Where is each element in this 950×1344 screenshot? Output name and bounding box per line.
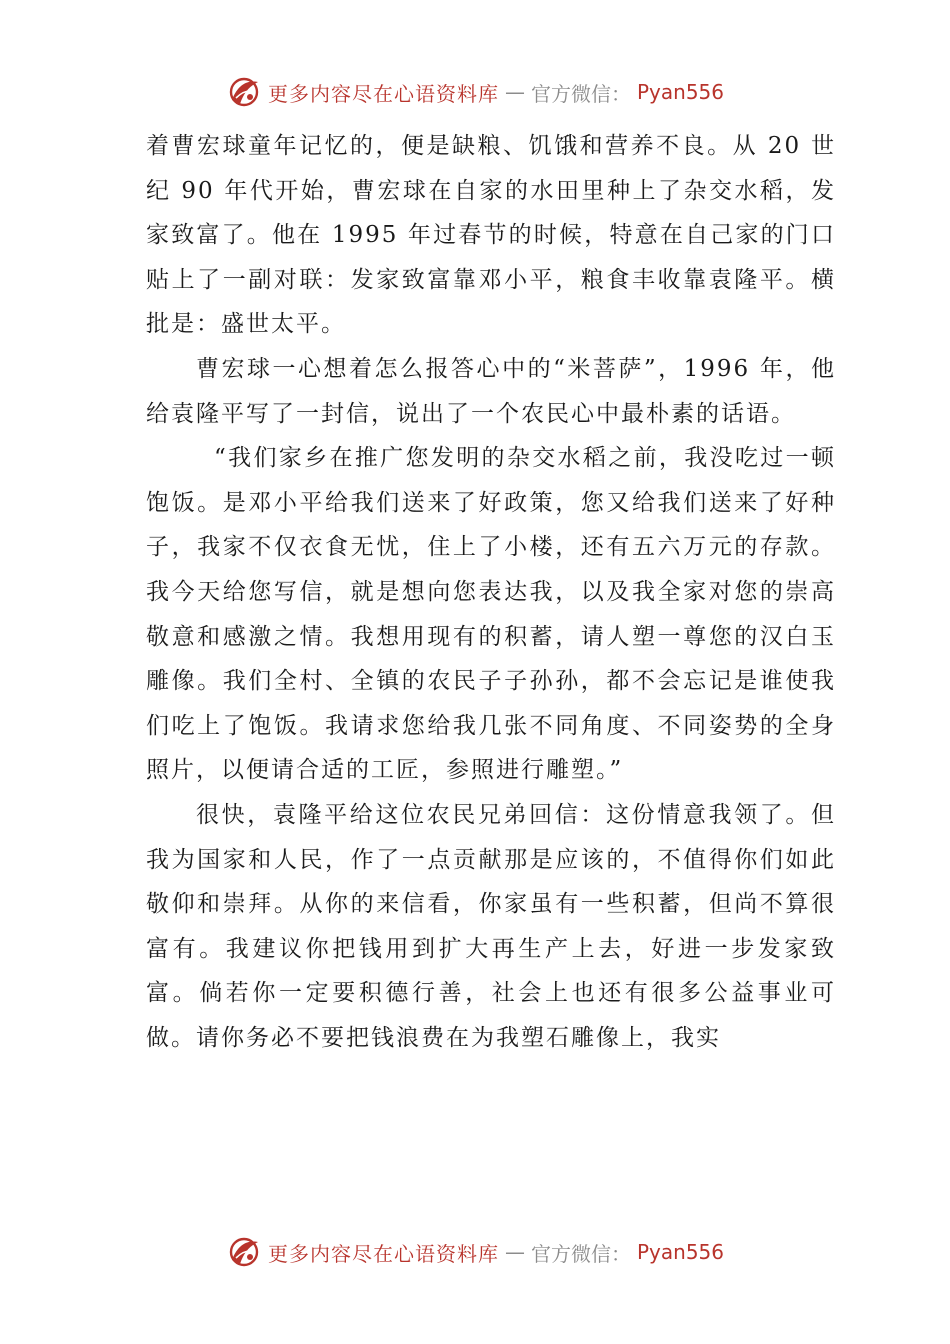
footer-wechat-id: Pyan556 [636, 1240, 724, 1264]
paragraph-4: 很快，袁隆平给这位农民兄弟回信：这份情意我领了。但我为国家和人民，作了一点贡献那是应该的，不值得你们如此敬仰和崇拜。从你的来信看，你家虽有一些积蓄，但尚不算很富有。我建议你把钱用到扩大再生产上去，好进一步发家致富。倘若你一定要积德行善，社会上也还有很多公益事业可做。请你务必不要把钱浪费在为我塑石雕像上，我实 [146, 801, 836, 1051]
banner-dash: — [504, 80, 525, 104]
footer-dash: — [504, 1240, 525, 1264]
banner-wechat-id: Pyan556 [636, 80, 724, 104]
banner-wechat-label: 官方微信： [530, 81, 631, 106]
header-banner [0, 72, 950, 112]
banner-site-text: 更多内容尽在心语资料库 [267, 81, 499, 106]
footer-banner [0, 1232, 950, 1272]
footer-wechat-label: 官方微信： [530, 1241, 631, 1266]
footer-site-text: 更多内容尽在心语资料库 [267, 1241, 499, 1266]
document-body [146, 124, 836, 1060]
paragraph-1: 着曹宏球童年记忆的，便是缺粮、饥饿和营养不良。从 20 世纪 90 年代开始，曹宏球在自家的水田里种上了杂交水稻，发家致富了。他在 1995 年过春节的时候，特意在自己家的门口贴上了一副对联：发家致富靠邓小平，粮食丰收靠袁隆平。横批是：盛世太平。 [146, 133, 836, 338]
header-banner-inner [226, 74, 724, 110]
brand-logo-icon [226, 74, 262, 110]
footer-banner-inner [226, 1234, 724, 1270]
paragraph-2: 曹宏球一心想着怎么报答心中的“米菩萨”，1996 年，他给袁隆平写了一封信，说出了一个农民心中最朴素的话语。 [146, 355, 836, 427]
paragraph-3-letter: “我们家乡在推广您发明的杂交水稻之前，我没吃过一顿饱饭。是邓小平给我们送来了好政策，您又给我们送来了好种子，我家不仅衣食无忧，住上了小楼，还有五六万元的存款。我今天给您写信，就是想向您表达我，以及我全家对您的崇高敬意和感激之情。我想用现有的积蓄，请人塑一尊您的汉白玉雕像。我们全村、全镇的农民子子孙孙，都不会忘记是谁使我们吃上了饱饭。我请求您给我几张不同角度、不同姿势的全身照片，以便请合适的工匠，参照进行雕塑。” [146, 445, 836, 784]
brand-logo-icon [226, 1234, 262, 1270]
